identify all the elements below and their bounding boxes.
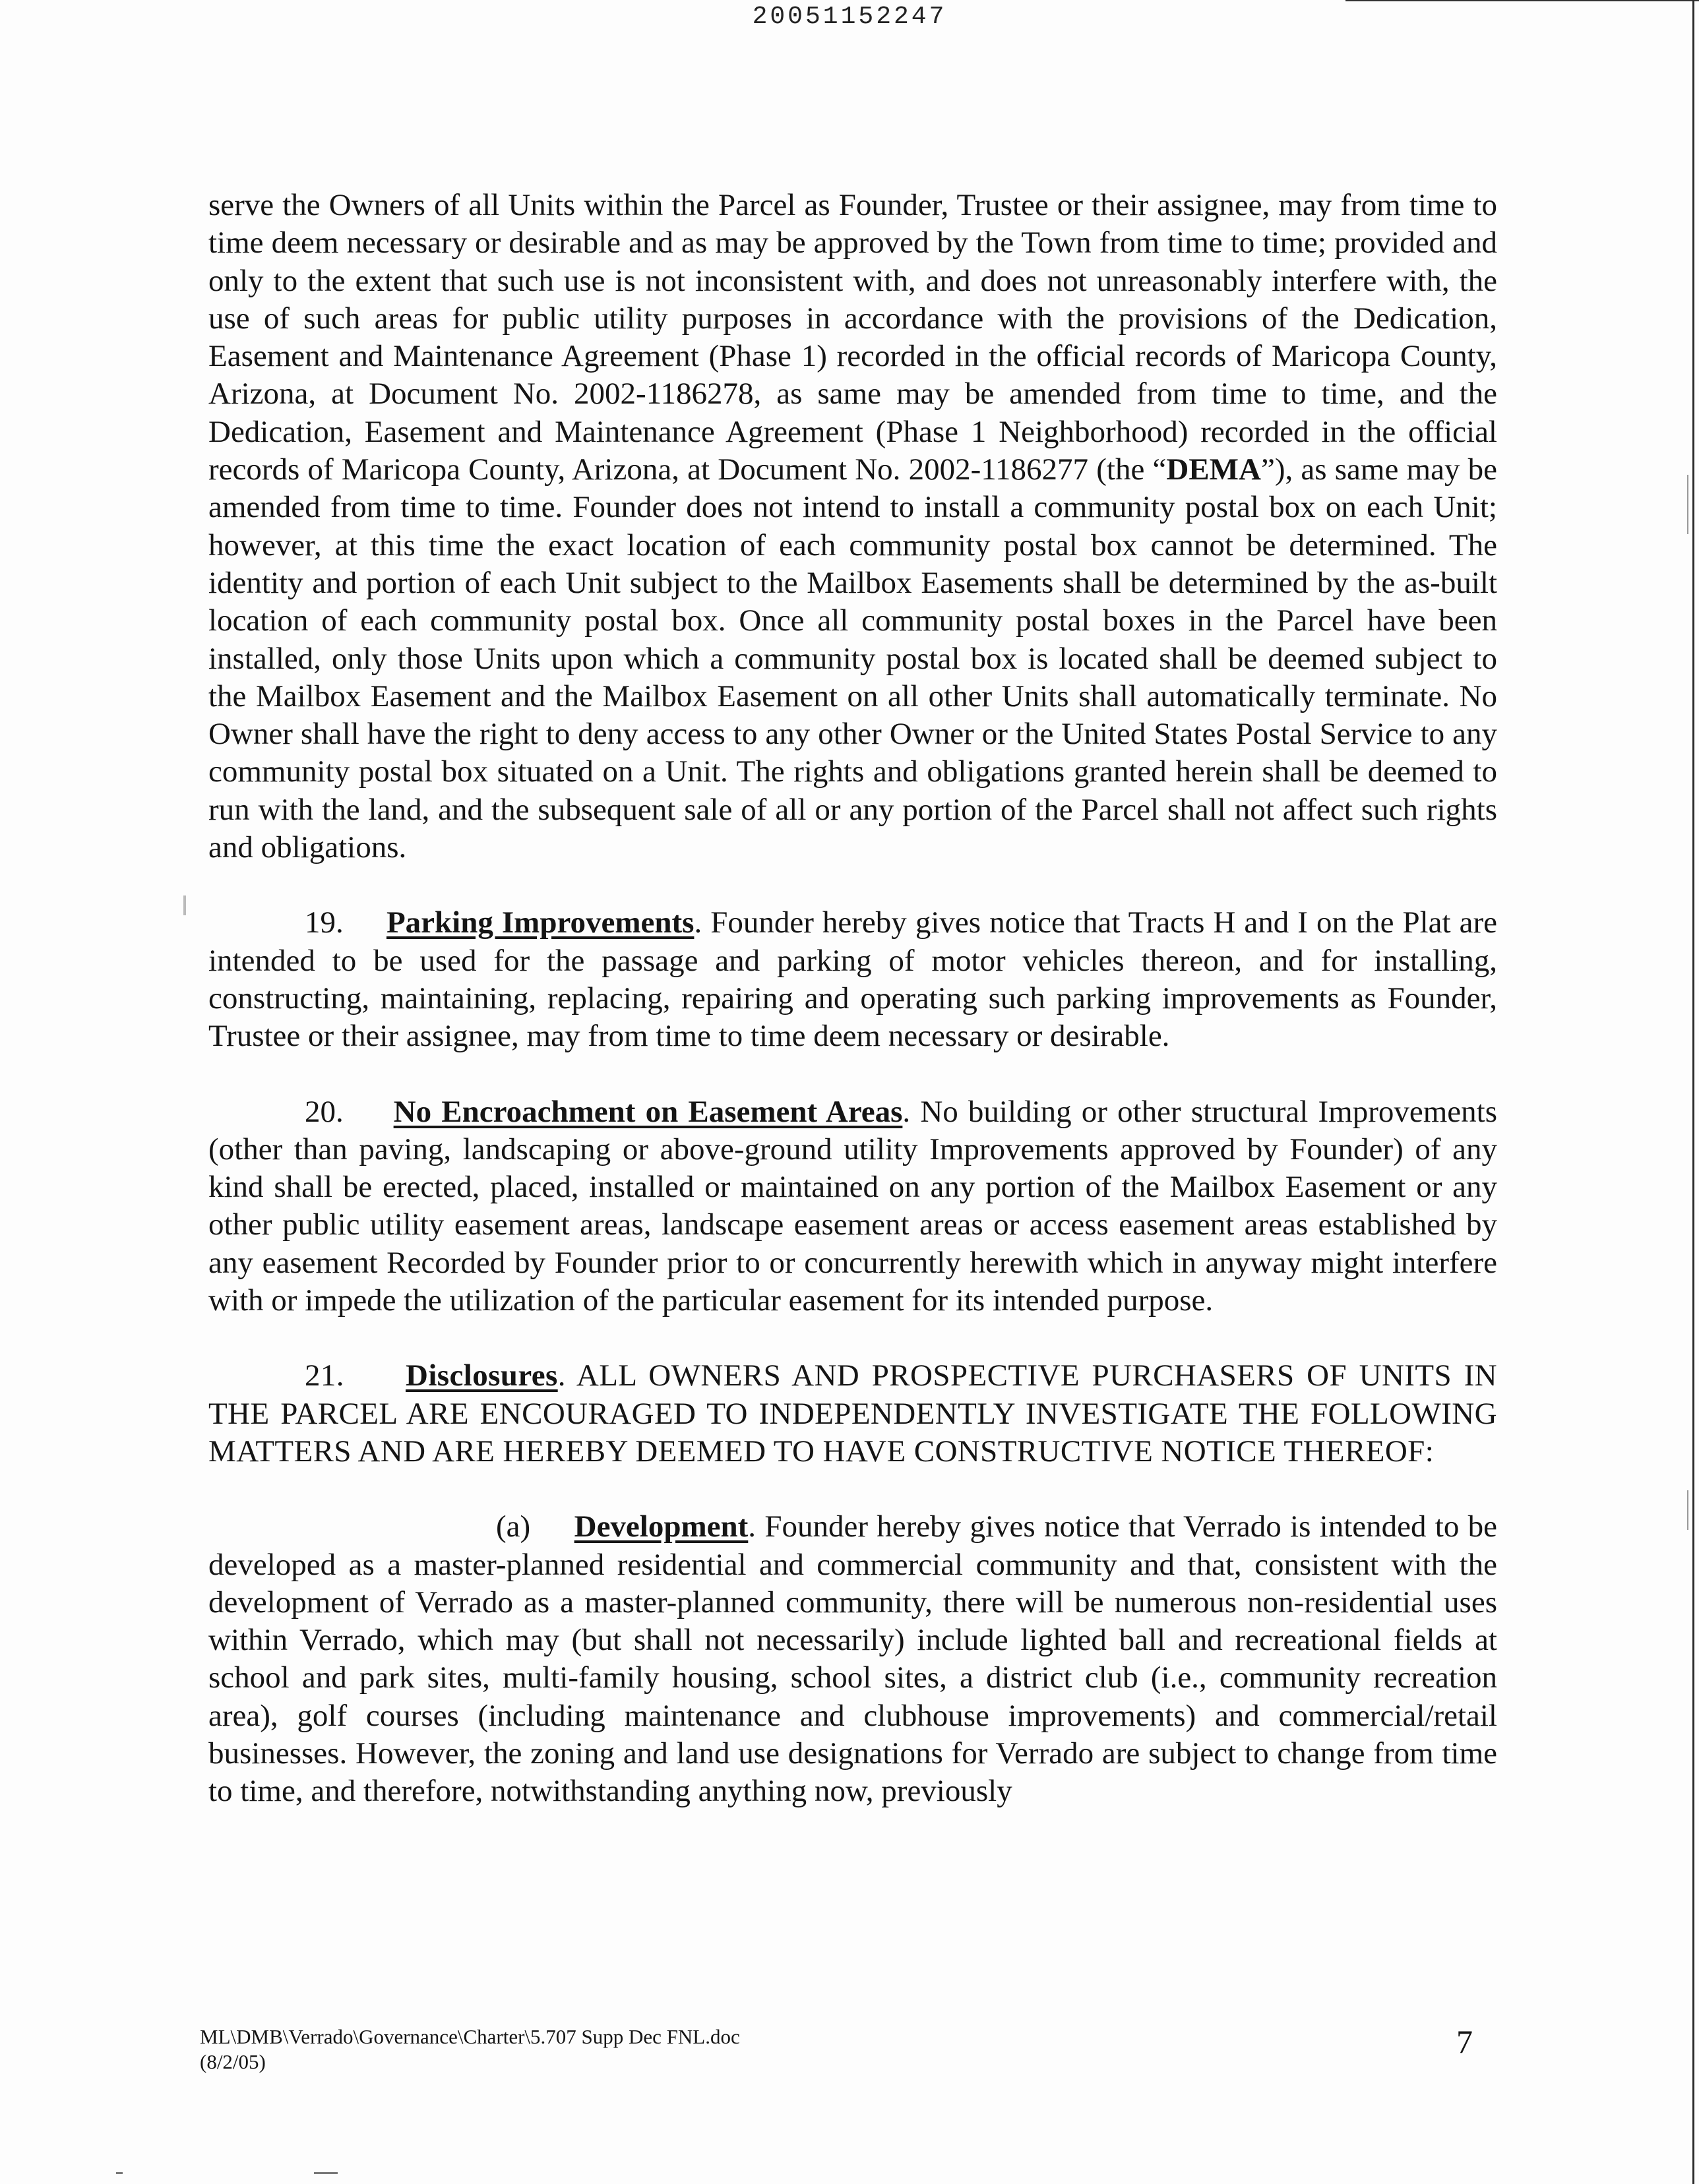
top-edge-rule	[1345, 0, 1699, 1]
defined-term: DEMA	[1166, 452, 1261, 487]
recording-number: 20051152247	[752, 3, 947, 31]
section-heading: Disclosures	[405, 1358, 558, 1393]
subsection-heading: Development	[574, 1509, 749, 1544]
scan-speck	[314, 2172, 338, 2174]
section-21	[208, 1357, 1497, 1471]
continuation-paragraph	[208, 187, 1497, 866]
subsection-label: (a)	[496, 1509, 531, 1544]
section-20	[208, 1093, 1497, 1320]
footer-file-path: ML\DMB\Verrado\Governance\Charter\5.707 Supp Dec FNL.doc	[200, 2025, 740, 2048]
section-19	[208, 904, 1497, 1055]
scan-edge-mark	[1687, 1490, 1688, 1530]
section-heading: No Encroachment on Easement Areas	[393, 1094, 903, 1129]
section-text: . Founder hereby gives notice that Tracts H and I on the Plat are intended to be used for the passage and parking of motor vehicles thereon, and for installing, constructing, maintaining, replacing, repairing and operating such parking improvements as Founder, Trustee or their assignee, may from time to time deem necessary or desirable.	[208, 905, 1497, 1054]
right-edge-rule	[1692, 0, 1694, 2184]
section-text: . No building or other structural Improvements (other than paving, landscaping or above-ground utility Improvements approved by Founder) of any kind shall be erected, placed, installed or maintained on any portion of the Mailbox Easement or any other public utility easement areas, landscape easement areas or access easement areas established by any easement Recorded by Founder prior to or concurrently herewith which in anyway might interfere with or impede the utilization of the particular easement for its intended purpose.	[208, 1094, 1498, 1318]
section-heading: Parking Improvements	[386, 905, 695, 940]
footer-date: (8/2/05)	[200, 2050, 266, 2073]
document-body	[208, 187, 1497, 1811]
section-number: 20.	[305, 1094, 344, 1129]
section-text: . ALL OWNERS AND PROSPECTIVE PURCHASERS OF UNITS IN THE PARCEL ARE ENCOURAGED TO INDEPENDENTLY INVESTIGATE THE FOLLOWING MATTERS AND ARE HEREBY DEEMED TO HAVE CONSTRUCTIVE NOTICE THEREOF:	[208, 1358, 1498, 1469]
continuation-text-after: ”), as same may be amended from time to time. Founder does not intend to install a community postal box on each Unit; however, at this time the exact location of each community postal box cannot be determined. The identity and portion of each Unit subject to the Mailbox Easements shall be determined by the as-built location of each community postal box. Once all community postal boxes in the Parcel have been installed, only those Units upon which a community postal box is located shall be deemed subject to the Mailbox Easement and the Mailbox Easement on all other Units shall automatically terminate. No Owner shall have the right to deny access to any other Owner or the United States Postal Service to any community postal box situated on a Unit. The rights and obligations granted herein shall be deemed to run with the land, and the subsequent sale of all or any portion of the Parcel shall not affect such rights and obligations.	[208, 452, 1497, 865]
scan-speck	[116, 2172, 123, 2174]
page-number: 7	[1456, 2023, 1473, 2060]
section-number: 21.	[305, 1358, 344, 1393]
section-number: 19.	[305, 905, 344, 940]
subsection-a	[208, 1508, 1497, 1810]
footer-file-info	[200, 2024, 740, 2075]
subsection-text: . Founder hereby gives notice that Verrado is intended to be developed as a master-planned residential and commercial community and that, consistent with the development of Verrado as a master-planned community, there will be numerous non-residential uses within Verrado, which may (but shall not necessarily) include lighted ball and recreational fields at school and park sites, multi-family housing, school sites, a district club (i.e., community recreation area), golf courses (including maintenance and clubhouse improvements) and commercial/retail businesses. However, the zoning and land use designations for Verrado are subject to change from time to time, and therefore, notwithstanding anything now, previously	[208, 1509, 1498, 1809]
scan-margin-mark	[183, 895, 186, 915]
continuation-text: serve the Owners of all Units within the Parcel as Founder, Trustee or their assignee, may from time to time deem necessary or desirable and as may be approved by the Town from time to time; provided and only to the extent that such use is not inconsistent with, and does not unreasonably interfere with, the use of such areas for public utility purposes in accordance with the provisions of the Dedication, Easement and Maintenance Agreement (Phase 1) recorded in the official records of Maricopa County, Arizona, at Document No. 2002-1186278, as same may be amended from time to time, and the Dedication, Easement and Maintenance Agreement (Phase 1 Neighborhood) recorded in the official records of Maricopa County, Arizona, at Document No. 2002-1186277 (the “	[208, 188, 1497, 487]
scan-edge-mark	[1687, 475, 1688, 534]
